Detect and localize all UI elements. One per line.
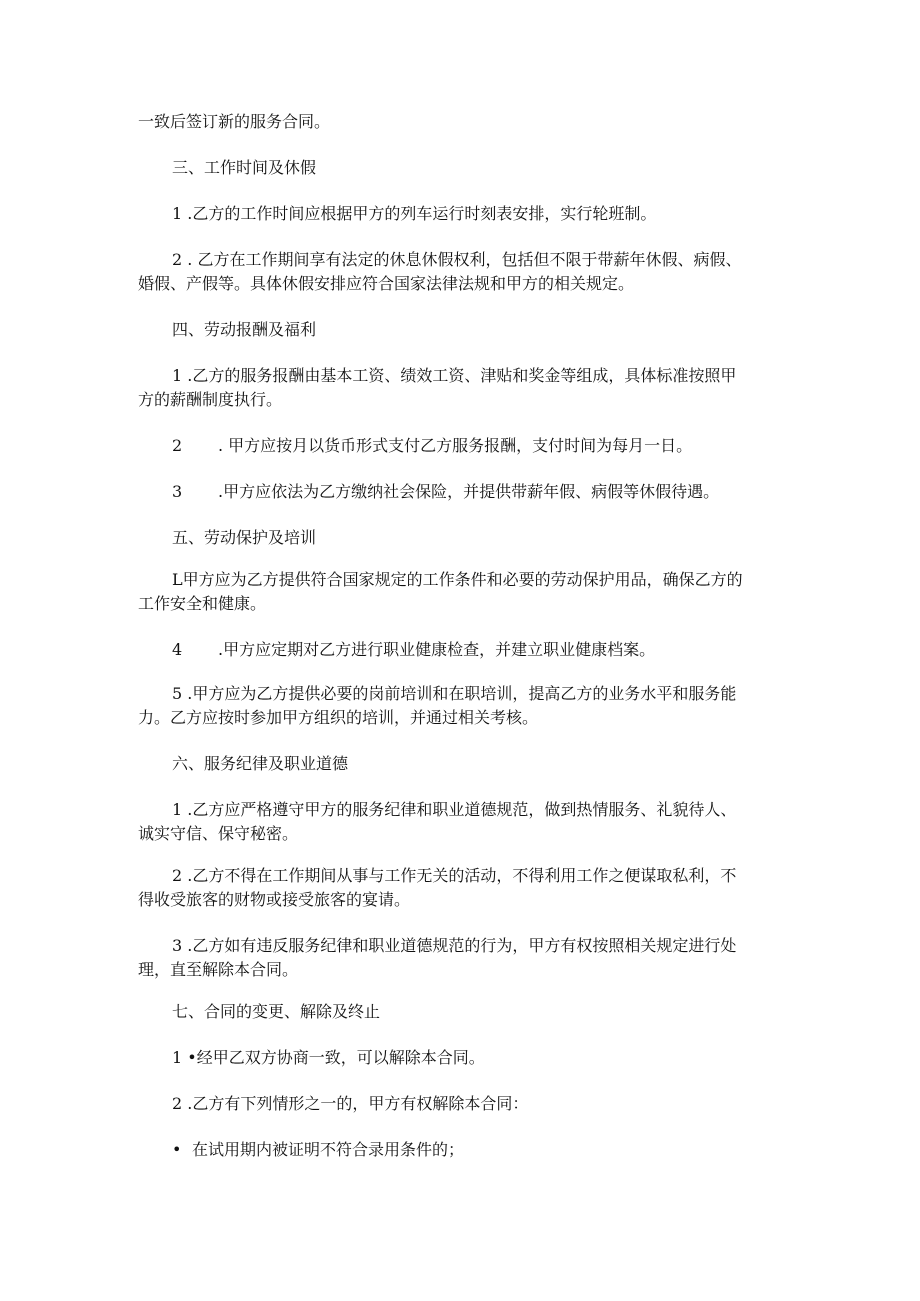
clause-5-2-text: .甲方应定期对乙方进行职业健康检查，并建立职业健康档案。: [218, 640, 656, 659]
clause-4-2-number: 2: [172, 436, 183, 455]
clause-6-3-line-2: 理，直至解除本合同。: [138, 960, 299, 979]
clause-6-1-line-1: 1 .乙方应严格遵守甲方的服务纪律和职业道德规范，做到热情服务、礼貌待人、: [172, 800, 737, 819]
clause-7-1: 1 •经甲乙双方协商一致，可以解除本合同。: [172, 1048, 485, 1067]
clause-4-1-line-1: 1 .乙方的服务报酬由基本工资、绩效工资、津贴和奖金等组成，具体标准按照甲: [172, 366, 737, 385]
clause-5-1-line-1: L甲方应为乙方提供符合国家规定的工作条件和必要的劳动保护用品，确保乙方的: [172, 570, 743, 589]
clause-4-2: [172, 436, 798, 456]
section-heading-5: 五、劳动保护及培训: [172, 528, 317, 547]
section-heading-6: 六、服务纪律及职业道德: [172, 754, 349, 773]
section-heading-7: 七、合同的变更、解除及终止: [172, 1002, 381, 1021]
bullet-item: [172, 1140, 798, 1160]
clause-5-3-line-2: 力。乙方应按时参加甲方组织的培训，并通过相关考核。: [138, 708, 539, 727]
clause-3-2-line-1: 2 . 乙方在工作期间享有法定的休息休假权利，包括但不限于带薪年休假、病假、: [172, 250, 742, 269]
section-heading-3: 三、工作时间及休假: [172, 158, 317, 177]
clause-4-3: [172, 482, 798, 502]
clause-5-3-line-1: 5 .甲方应为乙方提供必要的岗前培训和在职培训，提高乙方的业务水平和服务能: [172, 684, 737, 703]
clause-6-2-line-1: 2 .乙方不得在工作期间从事与工作无关的活动，不得利用工作之便谋取私利，不: [172, 866, 737, 885]
clause-4-1-line-2: 方的薪酬制度执行。: [138, 390, 283, 409]
clause-5-2: [172, 640, 798, 660]
bullet-item-text: 在试用期内被证明不符合录用条件的；: [192, 1140, 465, 1159]
clause-5-2-number: 4: [172, 640, 183, 659]
clause-4-3-text: .甲方应依法为乙方缴纳社会保险，并提供带薪年假、病假等休假待遇。: [218, 482, 720, 501]
clause-6-3-line-1: 3 .乙方如有违反服务纪律和职业道德规范的行为，甲方有权按照相关规定进行处: [172, 936, 737, 955]
bullet-marker: •: [172, 1140, 182, 1159]
clause-6-2-line-2: 得收受旅客的财物或接受旅客的宴请。: [138, 890, 411, 909]
section-heading-4: 四、劳动报酬及福利: [172, 320, 317, 339]
clause-7-2: 2 .乙方有下列情形之一的，甲方有权解除本合同：: [172, 1094, 529, 1113]
clause-6-1-line-2: 诚实守信、保守秘密。: [138, 824, 299, 843]
clause-3-2-line-2: 婚假、产假等。具体休假安排应符合国家法律法规和甲方的相关规定。: [138, 274, 635, 293]
clause-4-2-text: . 甲方应按月以货币形式支付乙方服务报酬，支付时间为每月一日。: [218, 436, 693, 455]
clause-5-1-line-2: 工作安全和健康。: [138, 594, 267, 613]
clause-3-1: 1 .乙方的工作时间应根据甲方的列车运行时刻表安排，实行轮班制。: [172, 204, 657, 223]
paragraph-continuation: 一致后签订新的服务合同。: [138, 112, 331, 131]
clause-4-3-number: 3: [172, 482, 183, 501]
